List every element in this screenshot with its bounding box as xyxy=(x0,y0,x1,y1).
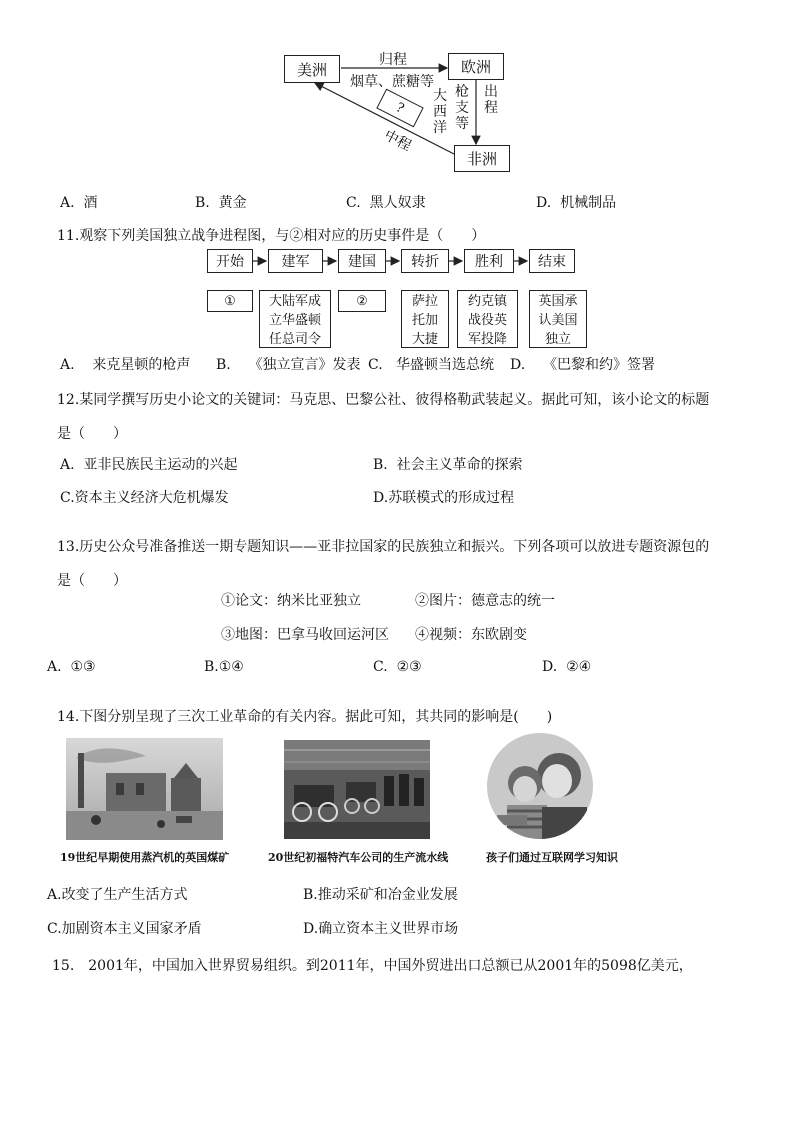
q10-option-b[interactable]: B. 黄金 xyxy=(195,195,247,211)
q14-option-d[interactable]: D.确立资本主义世界市场 xyxy=(303,921,459,937)
q10-option-d[interactable]: D. 机械制品 xyxy=(536,195,617,211)
q13-item-1: ①论文：纳米比亚独立 xyxy=(221,593,361,609)
outbound-route-label: 出程 xyxy=(484,84,498,116)
q15-stem: 15. 2001年，中国加入世界贸易组织。到2011年，中国外贸进出口总额已从2001年的5098亿美元， xyxy=(52,958,693,974)
stage-army: 建军 xyxy=(268,249,323,273)
q13-option-a[interactable]: A. ①③ xyxy=(47,659,96,675)
coal-mine-image xyxy=(66,738,223,840)
q12-option-a[interactable]: A. 亚非民族民主运动的兴起 xyxy=(60,457,238,473)
q13-option-c[interactable]: C. ②③ xyxy=(373,659,422,675)
internet-learning-image xyxy=(487,733,593,839)
outbound-goods-label: 枪支等 xyxy=(455,84,469,132)
q13-item-3: ③地图：巴拿马收回运河区 xyxy=(221,627,389,643)
q12-option-b[interactable]: B. 社会主义革命的探索 xyxy=(373,457,523,473)
q13-option-b[interactable]: B.①④ xyxy=(204,659,244,675)
q13-item-2: ②图片：德意志的统一 xyxy=(415,593,555,609)
assembly-line-image xyxy=(284,740,430,839)
q11-option-b[interactable]: B. 《独立宣言》发表 xyxy=(216,357,361,373)
event-2: ② xyxy=(338,290,386,312)
q13-item-4: ④视频：东欧剧变 xyxy=(415,627,527,643)
event-yorktown: 约克镇 战役英 军投降 xyxy=(457,290,518,348)
stage-start: 开始 xyxy=(207,249,253,273)
stage-end: 结束 xyxy=(529,249,575,273)
return-goods-label: 烟草、蔗糖等 xyxy=(350,74,434,90)
europe-box: 欧洲 xyxy=(448,53,504,80)
coal-mine-caption: 19世纪早期使用蒸汽机的英国煤矿 xyxy=(60,851,230,864)
unknown-goods-box: ? xyxy=(376,89,423,128)
q11-option-a[interactable]: A. 来克星顿的枪声 xyxy=(60,357,191,373)
q14-option-c[interactable]: C.加剧资本主义国家矛盾 xyxy=(47,921,202,937)
q13-stem-line1: 13.历史公众号准备推送一期专题知识——亚非拉国家的民族独立和振兴。下列各项可以放进专题资源包的 xyxy=(57,539,710,555)
event-1: ① xyxy=(207,290,253,312)
q11-option-c[interactable]: C. 华盛顿当选总统 xyxy=(368,357,495,373)
q12-stem-line1: 12.某同学撰写历史小论文的关键词：马克思、巴黎公社、彼得格勒武装起义。据此可知，该小论文的标题 xyxy=(57,392,710,408)
q14-option-a[interactable]: A.改变了生产生活方式 xyxy=(47,887,188,903)
q12-stem-line2: 是（ ） xyxy=(57,426,127,442)
assembly-line-caption: 20世纪初福特汽车公司的生产流水线 xyxy=(268,851,449,864)
stage-turning: 转折 xyxy=(401,249,449,273)
q10-option-a[interactable]: A. 酒 xyxy=(60,195,98,211)
q14-option-b[interactable]: B.推动采矿和冶金业发展 xyxy=(303,887,458,903)
event-saratoga: 萨拉 托加 大捷 xyxy=(401,290,449,348)
internet-learning-caption: 孩子们通过互联网学习知识 xyxy=(486,851,618,864)
q11-option-d[interactable]: D. 《巴黎和约》签署 xyxy=(510,357,655,373)
q13-stem-line2: 是（ ） xyxy=(57,573,127,589)
q14-stem: 14.下图分别呈现了三次工业革命的有关内容。据此可知，其共同的影响是( ) xyxy=(57,709,553,725)
middle-route-label: 中程 xyxy=(381,127,414,155)
event-army: 大陆军成 立华盛顿 任总司令 xyxy=(259,290,331,348)
return-route-label: 归程 xyxy=(379,52,407,68)
stage-nation: 建国 xyxy=(338,249,386,273)
q12-option-c[interactable]: C.资本主义经济大危机爆发 xyxy=(60,490,229,506)
ocean-label: 大西洋 xyxy=(433,88,447,136)
q11-stem: 11.观察下列美国独立战争进程图，与②相对应的历史事件是（ ） xyxy=(57,228,486,244)
stage-victory: 胜利 xyxy=(464,249,514,273)
q12-option-d[interactable]: D.苏联模式的形成过程 xyxy=(373,490,515,506)
q11-flow-arrows xyxy=(0,0,793,300)
americas-box: 美洲 xyxy=(284,55,340,83)
africa-box: 非洲 xyxy=(454,145,510,172)
q13-option-d[interactable]: D. ②④ xyxy=(542,659,592,675)
event-recognition: 英国承 认美国 独立 xyxy=(529,290,587,348)
q10-option-c[interactable]: C. 黑人奴隶 xyxy=(346,195,426,211)
